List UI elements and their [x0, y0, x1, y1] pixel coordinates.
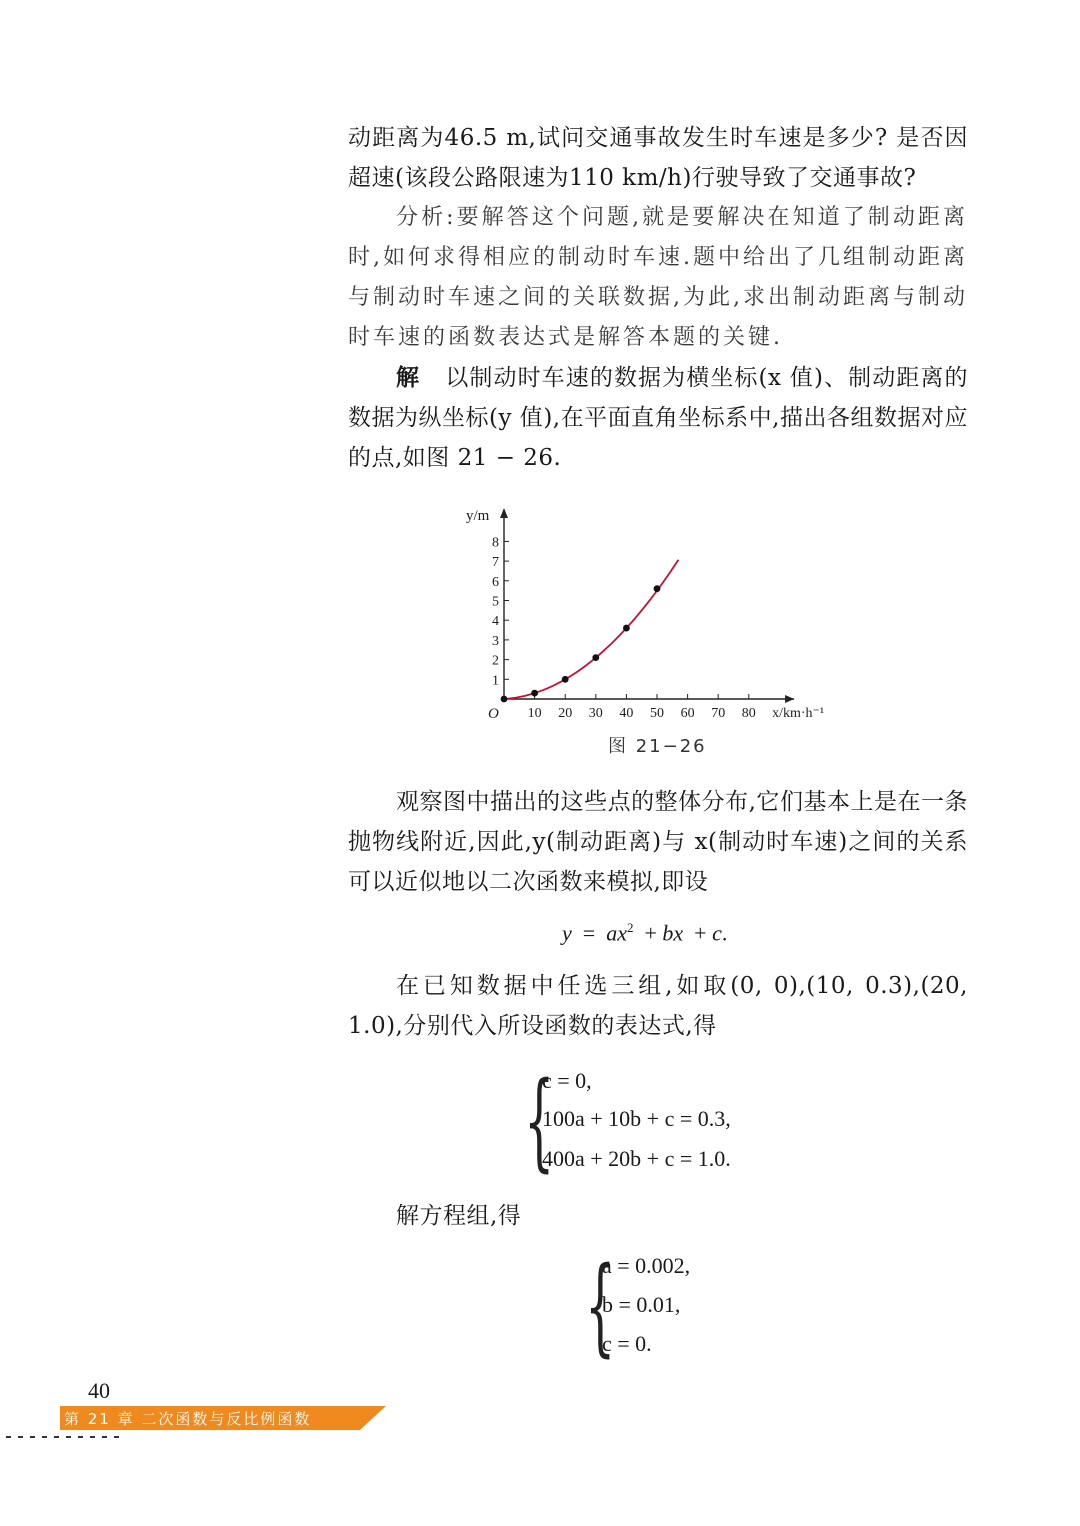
data-point [592, 654, 599, 661]
paragraph-problem-end: 动距离为46.5 m,试问交通事故发生时车速是多少? 是否因超速(该段公路限速为110 km/h)行驶导致了交通事故? [348, 125, 968, 191]
x-axis-arrow-icon [785, 695, 794, 703]
y-tick-label: 7 [492, 555, 499, 571]
x-tick-label: 20 [558, 706, 573, 721]
left-brace-icon: { [524, 1059, 555, 1182]
origin-label: O [488, 706, 499, 722]
paragraph-observation: 观察图中描出的这些点的整体分布,它们基本上是在一条抛物线附近,因此,y(制动距离)与 x(制动时车速)之间的关系可以近似地以二次函数来模拟,即设 [348, 789, 968, 895]
data-point [623, 625, 630, 632]
x-tick-label: 60 [680, 706, 695, 721]
y-tick-label: 4 [492, 614, 499, 630]
left-brace-icon: { [585, 1244, 616, 1367]
system1-line-2: 100a + 10b + c = 0.3, [542, 1106, 731, 1131]
system1-line-3: 400a + 20b + c = 1.0. [542, 1146, 731, 1171]
paragraph-substitute: 在已知数据中任选三组,如取(0, 0),(10, 0.3),(20, 1.0),分别代入所设函数的表达式,得 [348, 973, 968, 1039]
figure-21-26-chart [466, 498, 860, 728]
x-tick-label: 70 [711, 706, 726, 721]
y-tick-label: 2 [492, 653, 499, 669]
y-tick-label: 8 [492, 535, 499, 551]
y-tick-label: 6 [492, 574, 499, 590]
x-tick-label: 40 [619, 706, 634, 721]
x-tick-label: 30 [588, 706, 603, 721]
paragraph-solution [348, 358, 968, 478]
y-tick-label: 5 [492, 594, 499, 610]
paragraph-solve: 解方程组,得 [396, 1203, 522, 1229]
x-tick-label: 10 [527, 706, 542, 721]
y-axis-arrow-icon [500, 508, 508, 518]
data-point [654, 585, 661, 592]
solution-label: 解 [396, 365, 421, 391]
system2-line-3: c = 0. [602, 1331, 652, 1356]
data-point [501, 696, 508, 703]
system1-line-1: c = 0, [542, 1068, 592, 1093]
system2-line-2: b = 0.01, [602, 1292, 681, 1317]
x-tick-label: 80 [741, 706, 756, 721]
x-axis-label: x/km·h⁻¹ [772, 706, 825, 721]
x-tick-label: 50 [650, 706, 664, 721]
dashed-divider [6, 1436, 122, 1438]
system2-line-1: a = 0.002, [602, 1253, 691, 1278]
chapter-title: 第 21 章 二次函数与反比例函数 [64, 1410, 312, 1428]
y-axis-label: y/m [466, 508, 490, 524]
data-point [562, 676, 569, 683]
data-point [531, 690, 538, 697]
page-number: 40 [88, 1378, 110, 1403]
y-tick-label: 1 [492, 673, 499, 689]
figure-caption: 图 21−26 [608, 736, 707, 757]
y-tick-label: 3 [492, 633, 499, 649]
paragraph-analysis: 分析:要解答这个问题,就是要解决在知道了制动距离时,如何求得相应的制动时车速.题中给出了几组制动距离与制动时车速之间的关联数据,为此,求出制动距离与制动时车速的函数表达式是解答本题的关键. [348, 205, 968, 350]
fitted-parabola-curve [504, 560, 678, 699]
solution-text: 以制动时车速的数据为横坐标(x 值)、制动距离的数据为纵坐标(y 值),在平面直角坐标系中,描出各组数据对应的点,如图 21 − 26. [348, 365, 968, 471]
quadratic-formula: $y = ax^2$ + bx + c. [562, 920, 728, 946]
